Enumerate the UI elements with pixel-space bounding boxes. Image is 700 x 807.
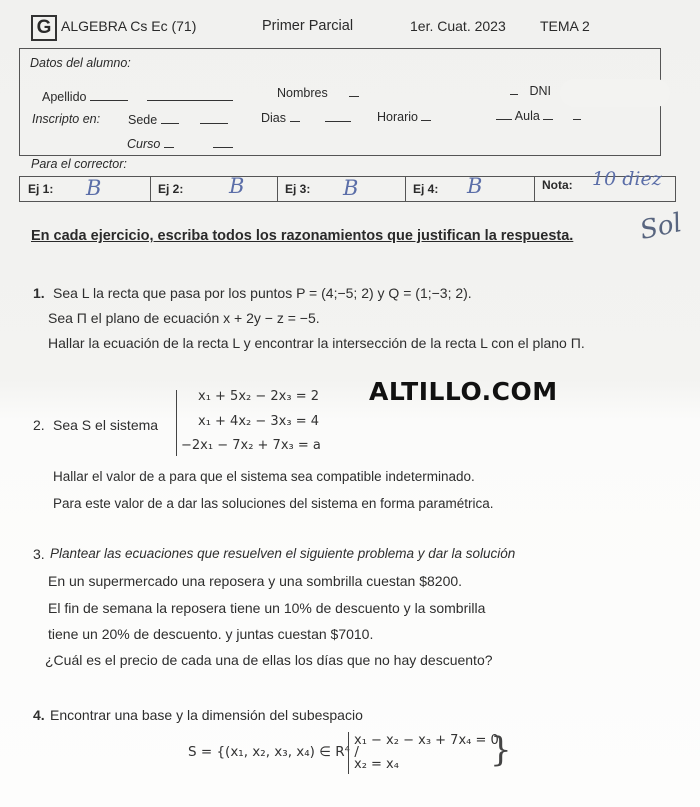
- tema-label: TEMA 2: [540, 18, 590, 34]
- apellido-label: Apellido: [42, 90, 87, 104]
- corrector-title: Para el corrector:: [31, 157, 127, 171]
- altillo-watermark: ALTILLO.COM: [369, 377, 558, 406]
- aula-field[interactable]: [496, 107, 581, 123]
- ej1-label: Ej 1:: [28, 182, 54, 196]
- q3-line3: tiene un 20% de descuento. y juntas cuestan $7010.: [48, 626, 374, 642]
- q1-number: 1.: [33, 285, 45, 301]
- nombres-field[interactable]: [277, 84, 359, 100]
- q4-closing-brace: }: [490, 730, 512, 770]
- ej4-cell: [405, 174, 535, 201]
- term-label: 1er. Cuat. 2023: [410, 18, 506, 34]
- q2-number: 2.: [33, 417, 45, 433]
- course-title: ALGEBRA Cs Ec (71): [61, 18, 197, 34]
- nota-value: 10 diez: [592, 168, 662, 190]
- redacted-area: [560, 79, 670, 107]
- curso-field[interactable]: [127, 135, 233, 151]
- q1-line3: Hallar la ecuación de la recta L y encontrar la intersección de la recta L con el plano Π.: [48, 335, 585, 351]
- q3-line4: ¿Cuál es el precio de cada una de ellas los días que no hay descuento?: [45, 652, 493, 668]
- ej2-cell: [150, 174, 278, 201]
- exam-name: Primer Parcial: [262, 18, 354, 34]
- q2-line2: Para este valor de a dar las soluciones del sistema en forma paramétrica.: [53, 496, 494, 511]
- q1-line1: Sea L la recta que pasa por los puntos P = (4;−5; 2) y Q = (1;−3; 2).: [53, 285, 472, 301]
- instruction-text: En cada ejercicio, escriba todos los razonamientos que justifican la respuesta.: [31, 228, 574, 244]
- inscripto-label: Inscripto en:: [32, 112, 101, 126]
- curso-label: Curso: [127, 137, 161, 151]
- ej2-mark: B: [229, 174, 245, 198]
- ej1-mark: B: [86, 176, 102, 200]
- sede-field[interactable]: [128, 111, 228, 127]
- nota-label: Nota:: [542, 178, 573, 192]
- q2-intro: Sea S el sistema: [53, 417, 159, 433]
- q3-line0: Plantear las ecuaciones que resuelven el siguiente problema y dar la solución: [50, 546, 516, 561]
- q2-eq3: −2x₁ − 7x₂ + 7x₃ = a: [181, 438, 321, 453]
- ej3-label: Ej 3:: [285, 182, 311, 196]
- q2-eq2: x₁ + 4x₂ − 3x₃ = 4: [198, 414, 319, 429]
- horario-label: Horario: [377, 110, 418, 124]
- ej4-label: Ej 4:: [413, 182, 439, 196]
- dni-label: DNI: [529, 84, 552, 98]
- ej2-label: Ej 2:: [158, 182, 184, 196]
- corrector-signature: Sol: [637, 207, 685, 247]
- q4-eq2: x₂ = x₄: [354, 757, 399, 772]
- ej3-mark: B: [343, 176, 359, 200]
- aula-label: Aula: [514, 109, 540, 123]
- dni-field[interactable]: [510, 82, 551, 98]
- q3-line2: El fin de semana la reposera tiene un 10% de descuento y la sombrilla: [48, 600, 486, 616]
- q3-number: 3.: [33, 546, 45, 562]
- q4-set-left: S = {(x₁, x₂, x₃, x₄) ∈ R⁴ /: [188, 744, 359, 760]
- q2-brace: [176, 390, 177, 456]
- corrector-table: [19, 168, 676, 202]
- apellido-field[interactable]: [42, 88, 233, 104]
- dias-field[interactable]: [261, 109, 351, 125]
- q4-brace: [348, 732, 349, 774]
- ej1-cell: [20, 177, 151, 201]
- q3-line1: En un supermercado una reposera y una sombrilla cuestan $8200.: [48, 573, 463, 589]
- q4-number: 4.: [33, 707, 45, 723]
- ej3-cell: [277, 177, 406, 201]
- student-data-title: Datos del alumno:: [30, 56, 131, 70]
- tema-letter-box: G: [31, 15, 57, 41]
- q2-eq1: x₁ + 5x₂ − 2x₃ = 2: [198, 389, 319, 404]
- nombres-label: Nombres: [277, 86, 328, 100]
- horario-field[interactable]: [377, 108, 431, 124]
- q4-line1: Encontrar una base y la dimensión del subespacio: [50, 707, 363, 723]
- sede-label: Sede: [128, 113, 158, 127]
- q4-eq1: x₁ − x₂ − x₃ + 7x₄ = 0: [354, 733, 499, 748]
- q2-line1: Hallar el valor de a para que el sistema sea compatible indeterminado.: [53, 469, 475, 484]
- q1-line2: Sea Π el plano de ecuación x + 2y − z = −5.: [48, 310, 320, 326]
- nota-cell: [534, 168, 675, 201]
- dias-label: Dias: [261, 111, 287, 125]
- student-data-box: [19, 48, 661, 156]
- ej4-mark: B: [467, 174, 483, 198]
